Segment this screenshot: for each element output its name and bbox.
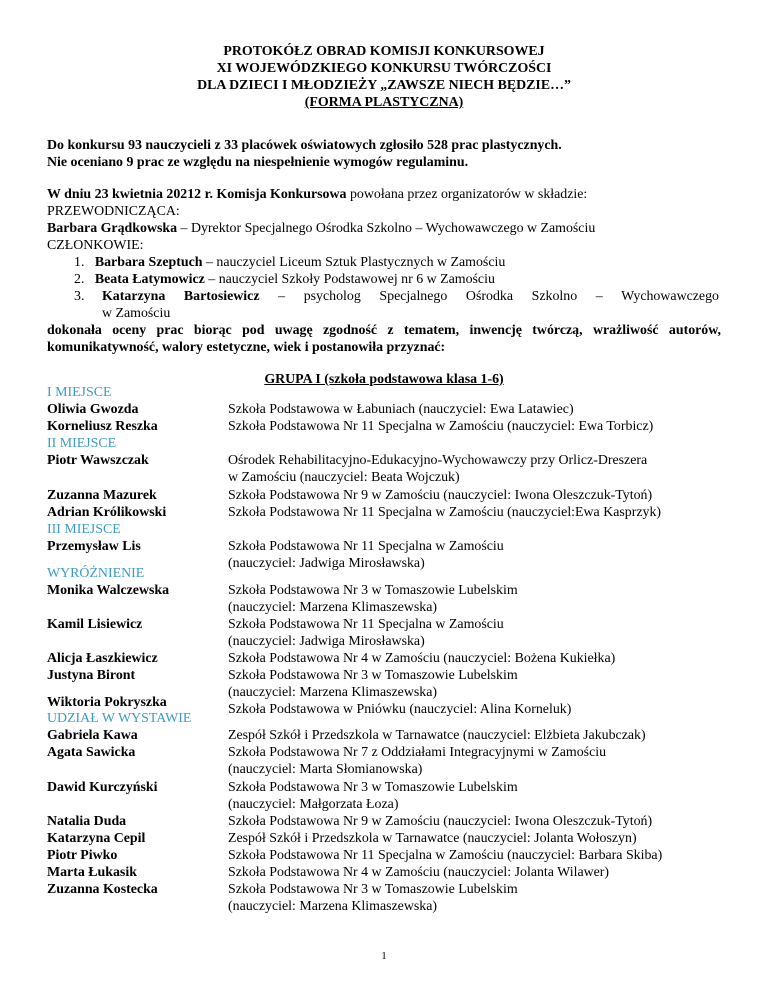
school-line: Szkoła Podstawowa Nr 11 Specjalna w Zamościu (nauczyciel: Barbara Skiba) bbox=[228, 848, 663, 863]
school-line: Szkoła Podstawowa Nr 3 w Tomaszowie Lubelskim bbox=[228, 583, 518, 598]
participant-name: Natalia Duda bbox=[47, 814, 127, 829]
chair-label: PRZEWODNICZĄCA: bbox=[47, 204, 180, 219]
participant-name: Zuzanna Kostecka bbox=[47, 882, 158, 897]
school-line: (nauczyciel: Marzena Klimaszewska) bbox=[228, 899, 438, 914]
participant-name: Wiktoria Pokryszka bbox=[47, 695, 167, 710]
member-2 bbox=[74, 271, 495, 288]
header-line-4: (FORMA PLASTYCZNA) bbox=[304, 95, 464, 110]
group-title: GRUPA I (szkoła podstawowa klasa 1-6) bbox=[264, 372, 504, 387]
member-2-role: – nauczyciel Szkoły Podstawowej nr 6 w Zamościu bbox=[204, 272, 495, 287]
category-second-place: II MIEJSCE bbox=[47, 436, 117, 451]
participant-name: Zuzanna Mazurek bbox=[47, 488, 157, 503]
category-distinction: WYRÓŻNIENIE bbox=[47, 566, 145, 581]
participant-name: Korneliusz Reszka bbox=[47, 419, 158, 434]
member-3-name: Katarzyna Bartosiewicz bbox=[102, 289, 260, 304]
school-line: Szkoła Podstawowa Nr 4 w Zamościu (nauczyciel: Jolanta Wilawer) bbox=[228, 865, 610, 880]
member-3-role: – psycholog Specjalnego Ośrodka Szkolno – Wychowawczego bbox=[259, 289, 719, 304]
chair-role: – Dyrektor Specjalnego Ośrodka Szkolno – Wychowawczego w Zamościu bbox=[177, 221, 596, 236]
member-2-name: Beata Łatymowicz bbox=[94, 272, 205, 287]
commission-date-rest: powołana przez organizatorów w składzie: bbox=[346, 187, 588, 202]
header-line-1: PROTOKÓŁZ OBRAD KOMISJI KONKURSOWEJ bbox=[223, 44, 545, 59]
category-first-place: I MIEJSCE bbox=[47, 385, 112, 400]
participant-name: Justyna Biront bbox=[47, 668, 136, 683]
member-3-role-cont: w Zamościu bbox=[102, 306, 171, 321]
member-3-line bbox=[102, 288, 719, 305]
school-line: Zespół Szkół i Przedszkola w Tarnawatce (nauczyciel: Jolanta Wołoszyn) bbox=[228, 831, 637, 846]
school-line: (nauczyciel: Jadwiga Mirosławska) bbox=[228, 634, 425, 649]
participant-name: Przemysław Lis bbox=[47, 539, 141, 554]
school-line: Szkoła Podstawowa Nr 3 w Tomaszowie Lubelskim bbox=[228, 780, 518, 795]
header-line-2: XI WOJEWÓDZKIEGO KONKURSU TWÓRCZOŚCI bbox=[216, 61, 552, 76]
member-1-role: – nauczyciel Liceum Sztuk Plastycznych w Zamościu bbox=[202, 255, 506, 270]
decision-line-1: dokonała oceny prac biorąc pod uwagę zgodność z tematem, inwencję twórczą, wrażliwość autorów, bbox=[47, 323, 721, 338]
school-line: Szkoła Podstawowa Nr 4 w Zamościu (nauczyciel: Bożena Kukiełka) bbox=[228, 651, 616, 666]
school-line: (nauczyciel: Marzena Klimaszewska) bbox=[228, 685, 438, 700]
commission-date-line bbox=[47, 186, 587, 203]
school-line: Szkoła Podstawowa w Łabuniach (nauczyciel: Ewa Latawiec) bbox=[228, 402, 574, 417]
school-line: (nauczyciel: Jadwiga Mirosławska) bbox=[228, 556, 425, 571]
participant-name: Gabriela Kawa bbox=[47, 728, 138, 743]
school-line: Szkoła Podstawowa Nr 3 w Tomaszowie Lubelskim bbox=[228, 668, 518, 683]
members-label: CZŁONKOWIE: bbox=[47, 238, 144, 253]
school-line: Szkoła Podstawowa Nr 9 w Zamościu (nauczyciel: Iwona Oleszczuk-Tytoń) bbox=[228, 488, 653, 503]
header-line-3: DLA DZIECI I MŁODZIEŻY „ZAWSZE NIECH BĘDZIE…” bbox=[197, 78, 571, 93]
participant-name: Alicja Łaszkiewicz bbox=[47, 651, 158, 666]
intro-line-1: Do konkursu 93 nauczycieli z 33 placówek oświatowych zgłosiło 528 prac plastycznych. bbox=[47, 138, 562, 153]
participant-name: Agata Sawicka bbox=[47, 745, 136, 760]
intro-line-2: Nie oceniano 9 prac ze względu na niespełnienie wymogów regulaminu. bbox=[47, 155, 469, 170]
member-1-name: Barbara Szeptuch bbox=[94, 255, 203, 270]
participant-name: Katarzyna Cepil bbox=[47, 831, 146, 846]
participant-name: Piotr Piwko bbox=[47, 848, 118, 863]
page-number: 1 bbox=[381, 950, 387, 962]
member-3-number: 3. bbox=[74, 289, 85, 304]
category-third-place: III MIEJSCE bbox=[47, 522, 121, 537]
school-line: Szkoła Podstawowa Nr 9 w Zamościu (nauczyciel: Iwona Oleszczuk-Tytoń) bbox=[228, 814, 653, 829]
participant-name: Oliwia Gwozda bbox=[47, 402, 139, 417]
participant-name: Kamil Lisiewicz bbox=[47, 617, 143, 632]
school-line: Ośrodek Rehabilitacyjno-Edukacyjno-Wychowawczy przy Orlicz-Dreszera bbox=[228, 453, 648, 468]
chair-name: Barbara Grądkowska bbox=[47, 221, 178, 236]
participant-name: Dawid Kurczyński bbox=[47, 780, 158, 795]
school-line: Szkoła Podstawowa Nr 11 Specjalna w Zamościu bbox=[228, 539, 504, 554]
participant-name: Piotr Wawszczak bbox=[47, 453, 149, 468]
participant-name: Monika Walczewska bbox=[47, 583, 170, 598]
participant-name: Marta Łukasik bbox=[47, 865, 137, 880]
school-line: Szkoła Podstawowa Nr 7 z Oddziałami Integracyjnymi w Zamościu bbox=[228, 745, 607, 760]
school-line: (nauczyciel: Marzena Klimaszewska) bbox=[228, 600, 438, 615]
member-1 bbox=[74, 254, 505, 271]
member-2-number: 2. bbox=[74, 272, 85, 287]
category-exhibition: UDZIAŁ W WYSTAWIE bbox=[47, 711, 192, 726]
member-1-number: 1. bbox=[74, 255, 85, 270]
school-line: Szkoła Podstawowa Nr 11 Specjalna w Zamościu bbox=[228, 617, 504, 632]
school-line: Szkoła Podstawowa Nr 11 Specjalna w Zamościu (nauczyciel: Ewa Torbicz) bbox=[228, 419, 654, 434]
school-line: Szkoła Podstawowa Nr 3 w Tomaszowie Lubelskim bbox=[228, 882, 518, 897]
school-line: (nauczyciel: Małgorzata Łoza) bbox=[228, 797, 399, 812]
commission-date-bold: W dniu 23 kwietnia 20212 r. Komisja Konkursowa bbox=[47, 187, 347, 202]
school-line: (nauczyciel: Marta Słomianowska) bbox=[228, 762, 423, 777]
participant-name: Adrian Królikowski bbox=[47, 505, 167, 520]
school-line: w Zamościu (nauczyciel: Beata Wojczuk) bbox=[228, 470, 460, 485]
school-line: Zespół Szkół i Przedszkola w Tarnawatce (nauczyciel: Elżbieta Jakubczak) bbox=[228, 728, 646, 743]
chair-line bbox=[47, 220, 595, 237]
decision-line-2: komunikatywność, walory estetyczne, wiek i postanowiła przyznać: bbox=[47, 340, 446, 355]
school-line: Szkoła Podstawowa w Pniówku (nauczyciel: Alina Korneluk) bbox=[228, 702, 572, 717]
school-line: Szkoła Podstawowa Nr 11 Specjalna w Zamościu (nauczyciel:Ewa Kasprzyk) bbox=[228, 505, 662, 520]
